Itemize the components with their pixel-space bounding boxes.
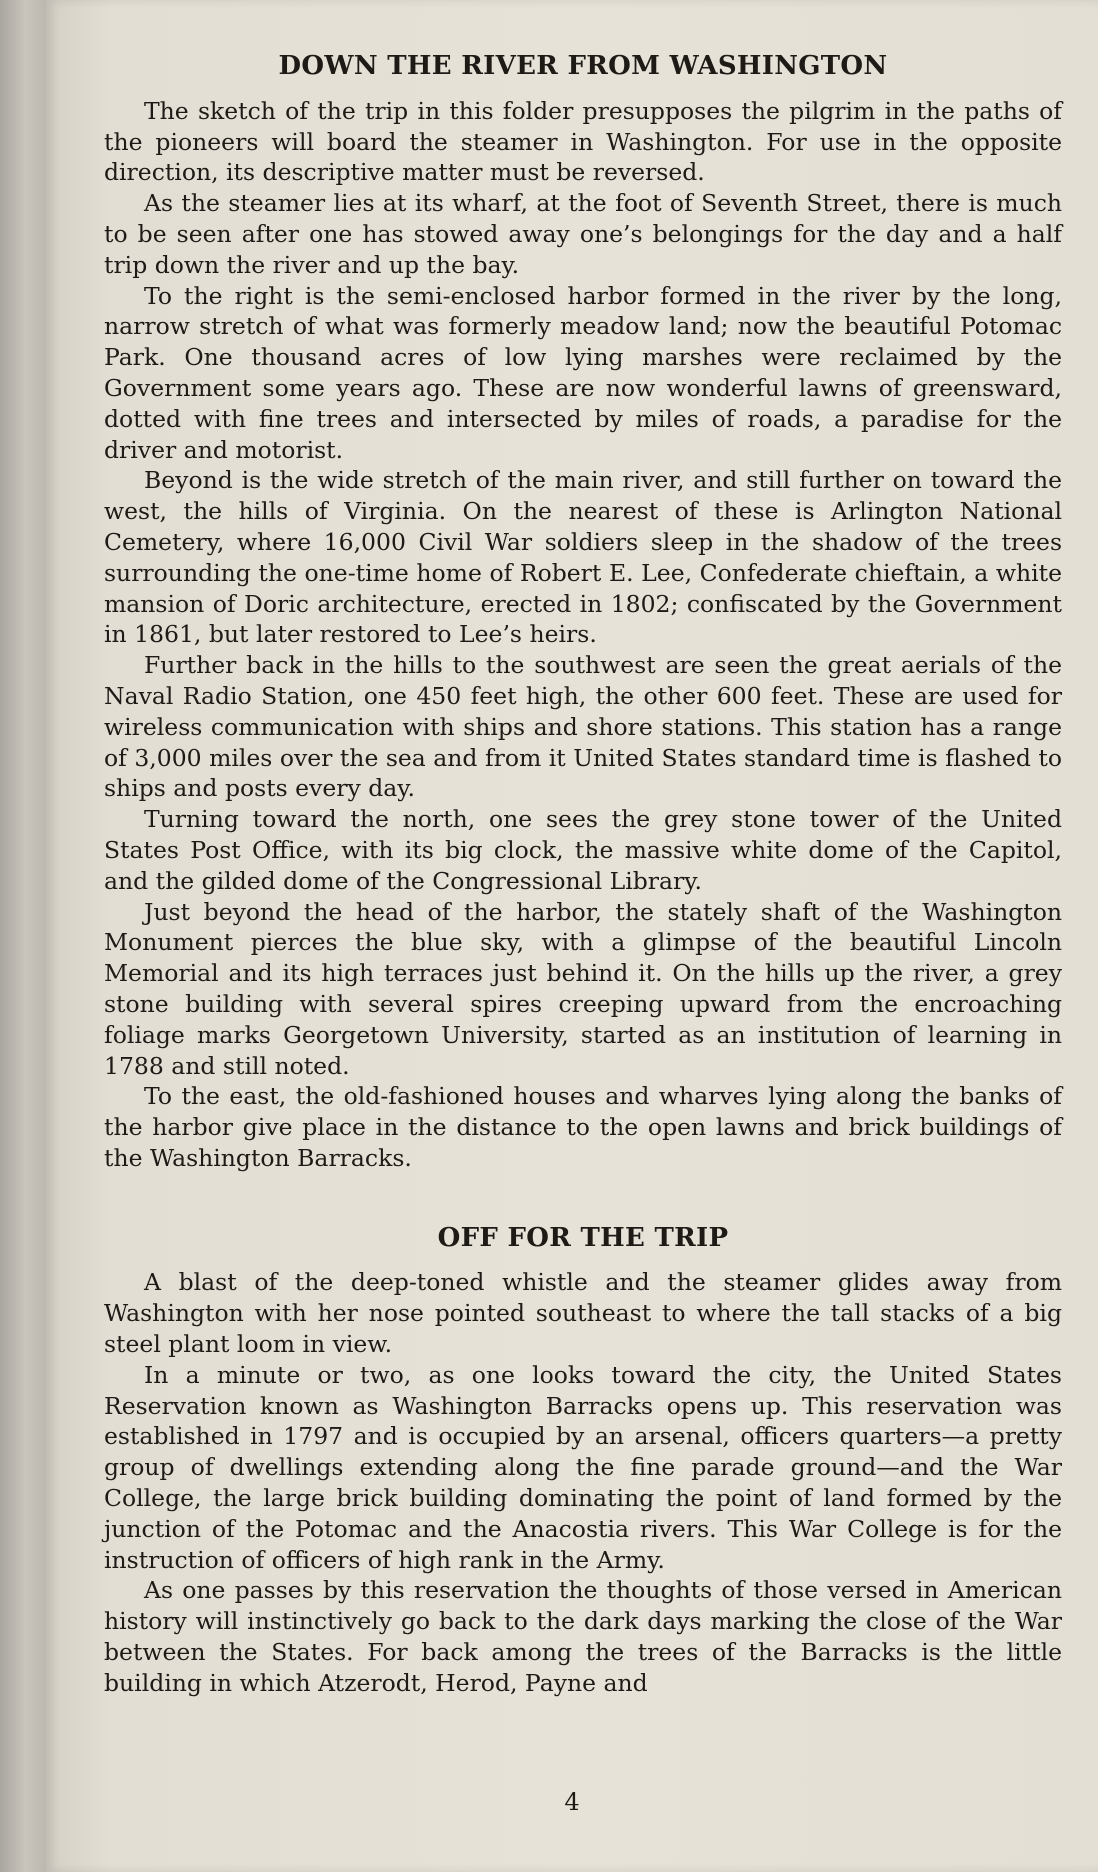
section-title-off-for-the-trip: OFF FOR THE TRIP	[437, 1222, 729, 1253]
paragraph: The sketch of the trip in this folder presupposes the pilgrim in the paths of the pioneers will board the steamer in Washington. For use in the opposite direction, its descriptive matter must be reversed.	[104, 96, 1062, 187]
paragraph: As the steamer lies at its wharf, at the foot of Seventh Street, there is much to be seen after one has stowed away one’s belongings for the day and a half trip down the river and up the bay.	[104, 189, 1062, 279]
paragraph: Beyond is the wide stretch of the main river, and still further on toward the west, the hills of Virginia. On the nearest of these is Arlington National Cemetery, where 16,000 Civil War soldiers sleep in the shadow of the trees surrounding the one-time home of Robert E. Lee, Confederate chieftain, a white mansion of Doric architecture, erected in 1802; confiscated by the Government in 1861, but later restored to Lee’s heirs.	[104, 466, 1062, 649]
paragraph: Just beyond the head of the harbor, the stately shaft of the Washington Monument pierces the blue sky, with a glimpse of the beautiful Lincoln Memorial and its high terraces just behind it. On the hills up the river, a grey stone building with several spires creeping upward from the encroaching foliage marks Georgetown University, started as an institution of learning in 1788 and still noted.	[104, 897, 1062, 1080]
paragraph: In a minute or two, as one looks toward the city, the United States Reservation known as Washington Barracks opens up. This reservation was established in 1797 and is occupied by an arsenal, officers quarters—a pretty group of dwellings extending along the fine parade ground—and the War College, the large brick building dominating the point of land formed by the junction of the Potomac and the Anacostia rivers. This War College is for the instruction of officers of high rank in the Army.	[104, 1360, 1062, 1574]
paragraph: Turning toward the north, one sees the grey stone tower of the United States Post Office, with its big clock, the massive white dome of the Capitol, and the gilded dome of the Congressional Library.	[104, 805, 1062, 895]
page-number: 4	[564, 1788, 580, 1816]
paragraph: To the right is the semi-enclosed harbor formed in the river by the long, narrow stretch of what was formerly meadow land; now the beautiful Potomac Park. One thousand acres of low lying marshes were reclaimed by the Government some years ago. These are now wonderful lawns of greensward, dotted with fine trees and intersected by miles of roads, a paradise for the driver and motorist.	[104, 281, 1062, 464]
paragraph: To the east, the old-fashioned houses and wharves lying along the banks of the harbor give place in the distance to the open lawns and brick buildings of the Washington Barracks.	[104, 1082, 1062, 1172]
paragraph: A blast of the deep-toned whistle and the steamer glides away from Washington with her nose pointed southeast to where the tall stacks of a big steel plant loom in view.	[104, 1268, 1062, 1359]
paragraph: Further back in the hills to the southwest are seen the great aerials of the Naval Radio Station, one 450 feet high, the other 600 feet. These are used for wireless communication with ships and shore stations. This station has a range of 3,000 miles over the sea and from it United States standard time is flashed to ships and posts every day.	[104, 651, 1062, 803]
paragraph: As one passes by this reservation the thoughts of those versed in American history will instinctively go back to the dark days marking the close of the War between the States. For back among the trees of the Barracks is the little building in which Atzerodt, Herod, Payne and	[104, 1576, 1062, 1697]
page-content	[104, 50, 1062, 1699]
section-title-down-the-river: DOWN THE RIVER FROM WASHINGTON	[278, 51, 888, 81]
book-page	[46, 0, 1098, 1872]
